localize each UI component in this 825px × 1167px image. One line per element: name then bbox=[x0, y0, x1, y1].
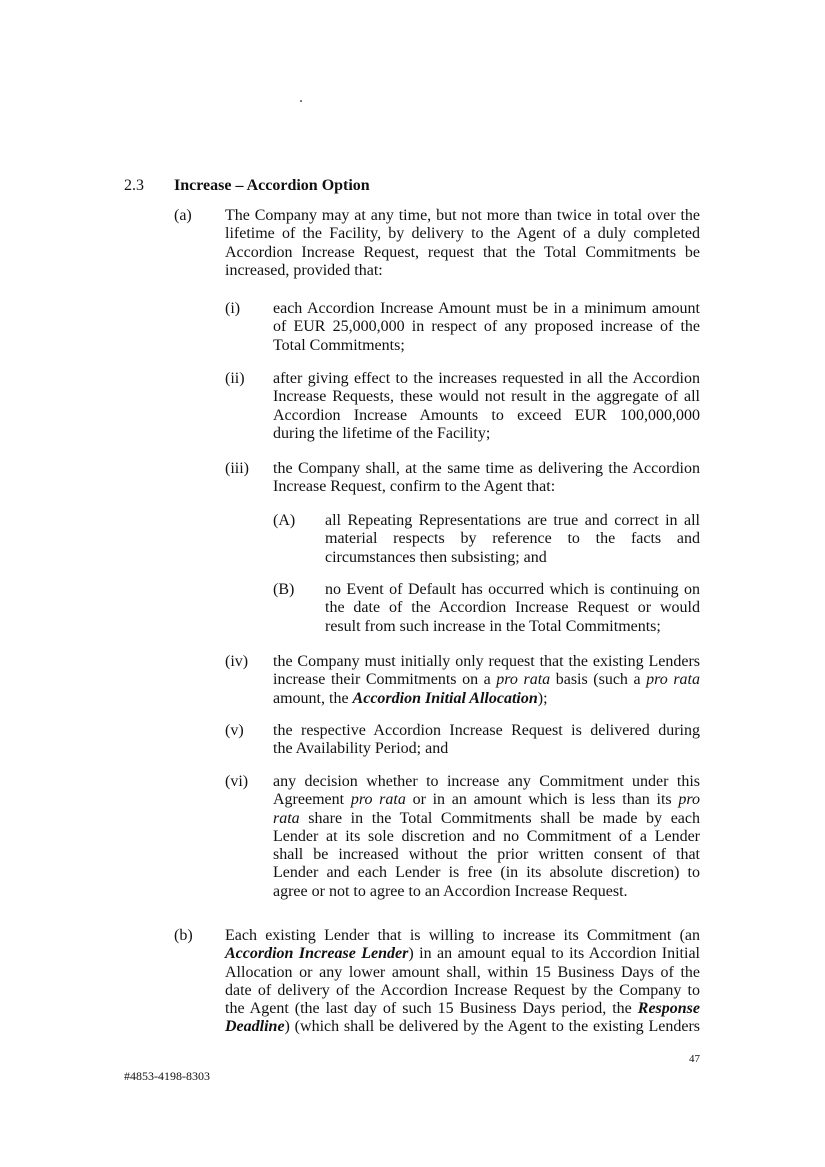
item-text bbox=[273, 460, 700, 497]
item-text bbox=[273, 722, 700, 759]
item-text bbox=[273, 653, 700, 708]
italic-term: rata bbox=[273, 809, 300, 827]
text-line: each Accordion Increase Amount must be in a minimum amount bbox=[273, 300, 700, 317]
text-line bbox=[273, 690, 700, 708]
text-run: amount, the bbox=[273, 689, 353, 707]
text-line: Increase Request, confirm to the Agent that: bbox=[273, 478, 556, 496]
text-line: shall be increased without the prior written consent of that bbox=[273, 846, 700, 864]
stray-mark bbox=[300, 100, 302, 102]
text-line bbox=[225, 1018, 700, 1036]
item-label: (vi) bbox=[225, 773, 249, 790]
text-line: the Company shall, at the same time as delivering the Accordion bbox=[273, 460, 700, 477]
text-line: agree or not to agree to an Accordion Increase Request. bbox=[273, 882, 628, 900]
page-number: 47 bbox=[689, 1053, 700, 1065]
text-line: Increase Requests, these would not result in the aggregate of all bbox=[273, 388, 700, 406]
item-label: (iii) bbox=[225, 460, 249, 477]
subitem-text bbox=[325, 581, 700, 636]
item-label: (v) bbox=[225, 722, 244, 739]
text-line: material respects by reference to the facts and bbox=[325, 530, 700, 548]
subitem-label: (B) bbox=[273, 581, 295, 598]
text-line: the date of the Accordion Increase Request or would bbox=[325, 599, 700, 617]
text-line: during the lifetime of the Facility; bbox=[273, 424, 491, 442]
text-line bbox=[225, 1000, 700, 1018]
text-run: Agreement bbox=[273, 791, 351, 809]
defined-term: Accordion Initial Allocation bbox=[352, 689, 538, 707]
text-line: increased, provided that: bbox=[225, 261, 383, 279]
section-number: 2.3 bbox=[124, 177, 144, 194]
text-line: Lender at its sole discretion and no Commitment of a Lender bbox=[273, 827, 700, 845]
text-line bbox=[273, 671, 700, 689]
text-line: Total Commitments; bbox=[273, 336, 405, 354]
text-run: ); bbox=[537, 689, 548, 707]
document-reference: #4853-4198-8303 bbox=[124, 1069, 210, 1083]
italic-term: pro rata bbox=[646, 671, 701, 689]
defined-term: Response bbox=[637, 1000, 700, 1018]
text-run: or in an amount which is less than its bbox=[405, 791, 679, 809]
text-line bbox=[273, 791, 700, 809]
text-line: no Event of Default has occurred which is continuing on bbox=[325, 581, 700, 598]
clause-label: (b) bbox=[174, 927, 193, 944]
text-line: any decision whether to increase any Commitment under this bbox=[273, 773, 700, 790]
text-line: of EUR 25,000,000 in respect of any proposed increase of the bbox=[273, 318, 700, 336]
text-line: Accordion Increase Amounts to exceed EUR 100,000,000 bbox=[273, 406, 700, 424]
text-line: date of delivery of the Accordion Increase Request by the Company to bbox=[225, 981, 700, 999]
clause-text bbox=[225, 927, 700, 1037]
text-line bbox=[225, 945, 700, 963]
clause-label: (a) bbox=[174, 207, 192, 224]
item-text bbox=[273, 300, 700, 355]
clause-text bbox=[225, 207, 700, 280]
defined-term: Accordion Increase Lender bbox=[225, 945, 409, 963]
section-title: Increase – Accordion Option bbox=[174, 177, 370, 194]
text-line: Each existing Lender that is willing to increase its Commitment (an bbox=[225, 927, 700, 944]
item-text bbox=[273, 773, 700, 901]
text-run: ) in an amount equal to its Accordion Initial bbox=[408, 945, 700, 963]
italic-term: pro rata bbox=[496, 671, 551, 689]
text-line: the respective Accordion Increase Request is delivered during bbox=[273, 722, 700, 739]
text-line: circumstances then subsisting; and bbox=[325, 548, 547, 566]
text-line: after giving effect to the increases requested in all the Accordion bbox=[273, 370, 700, 387]
item-text bbox=[273, 370, 700, 443]
text-line: Accordion Increase Request, request that the Total Commitments be bbox=[225, 243, 700, 261]
subitem-label: (A) bbox=[273, 512, 296, 529]
text-line: The Company may at any time, but not more than twice in total over the bbox=[225, 207, 700, 224]
item-label: (iv) bbox=[225, 653, 249, 670]
text-line: result from such increase in the Total Commitments; bbox=[325, 617, 661, 635]
text-line: the Company must initially only request that the existing Lenders bbox=[273, 653, 700, 670]
text-line: lifetime of the Facility, by delivery to the Agent of a duly completed bbox=[225, 225, 700, 243]
italic-term: pro rata bbox=[350, 791, 406, 809]
text-line bbox=[273, 810, 700, 828]
text-run: ) (which shall be delivered by the Agent to the existing Lenders bbox=[284, 1018, 700, 1036]
text-line: Allocation or any lower amount shall, within 15 Business Days of the bbox=[225, 963, 700, 981]
text-run: basis (such a bbox=[550, 671, 647, 689]
text-line: Lender and each Lender is free (in its absolute discretion) to bbox=[273, 864, 700, 882]
text-line: all Repeating Representations are true and correct in all bbox=[325, 512, 700, 529]
subitem-text bbox=[325, 512, 700, 567]
text-line: the Availability Period; and bbox=[273, 740, 449, 758]
defined-term: Deadline bbox=[225, 1018, 285, 1036]
text-run: the Agent (the last day of such 15 Business Days period, the bbox=[225, 1000, 638, 1018]
item-label: (i) bbox=[225, 300, 241, 317]
text-run: share in the Total Commitments shall be made by each bbox=[299, 809, 700, 827]
text-run: increase their Commitments on a bbox=[273, 671, 497, 689]
italic-term: pro bbox=[678, 791, 701, 809]
item-label: (ii) bbox=[225, 370, 245, 387]
